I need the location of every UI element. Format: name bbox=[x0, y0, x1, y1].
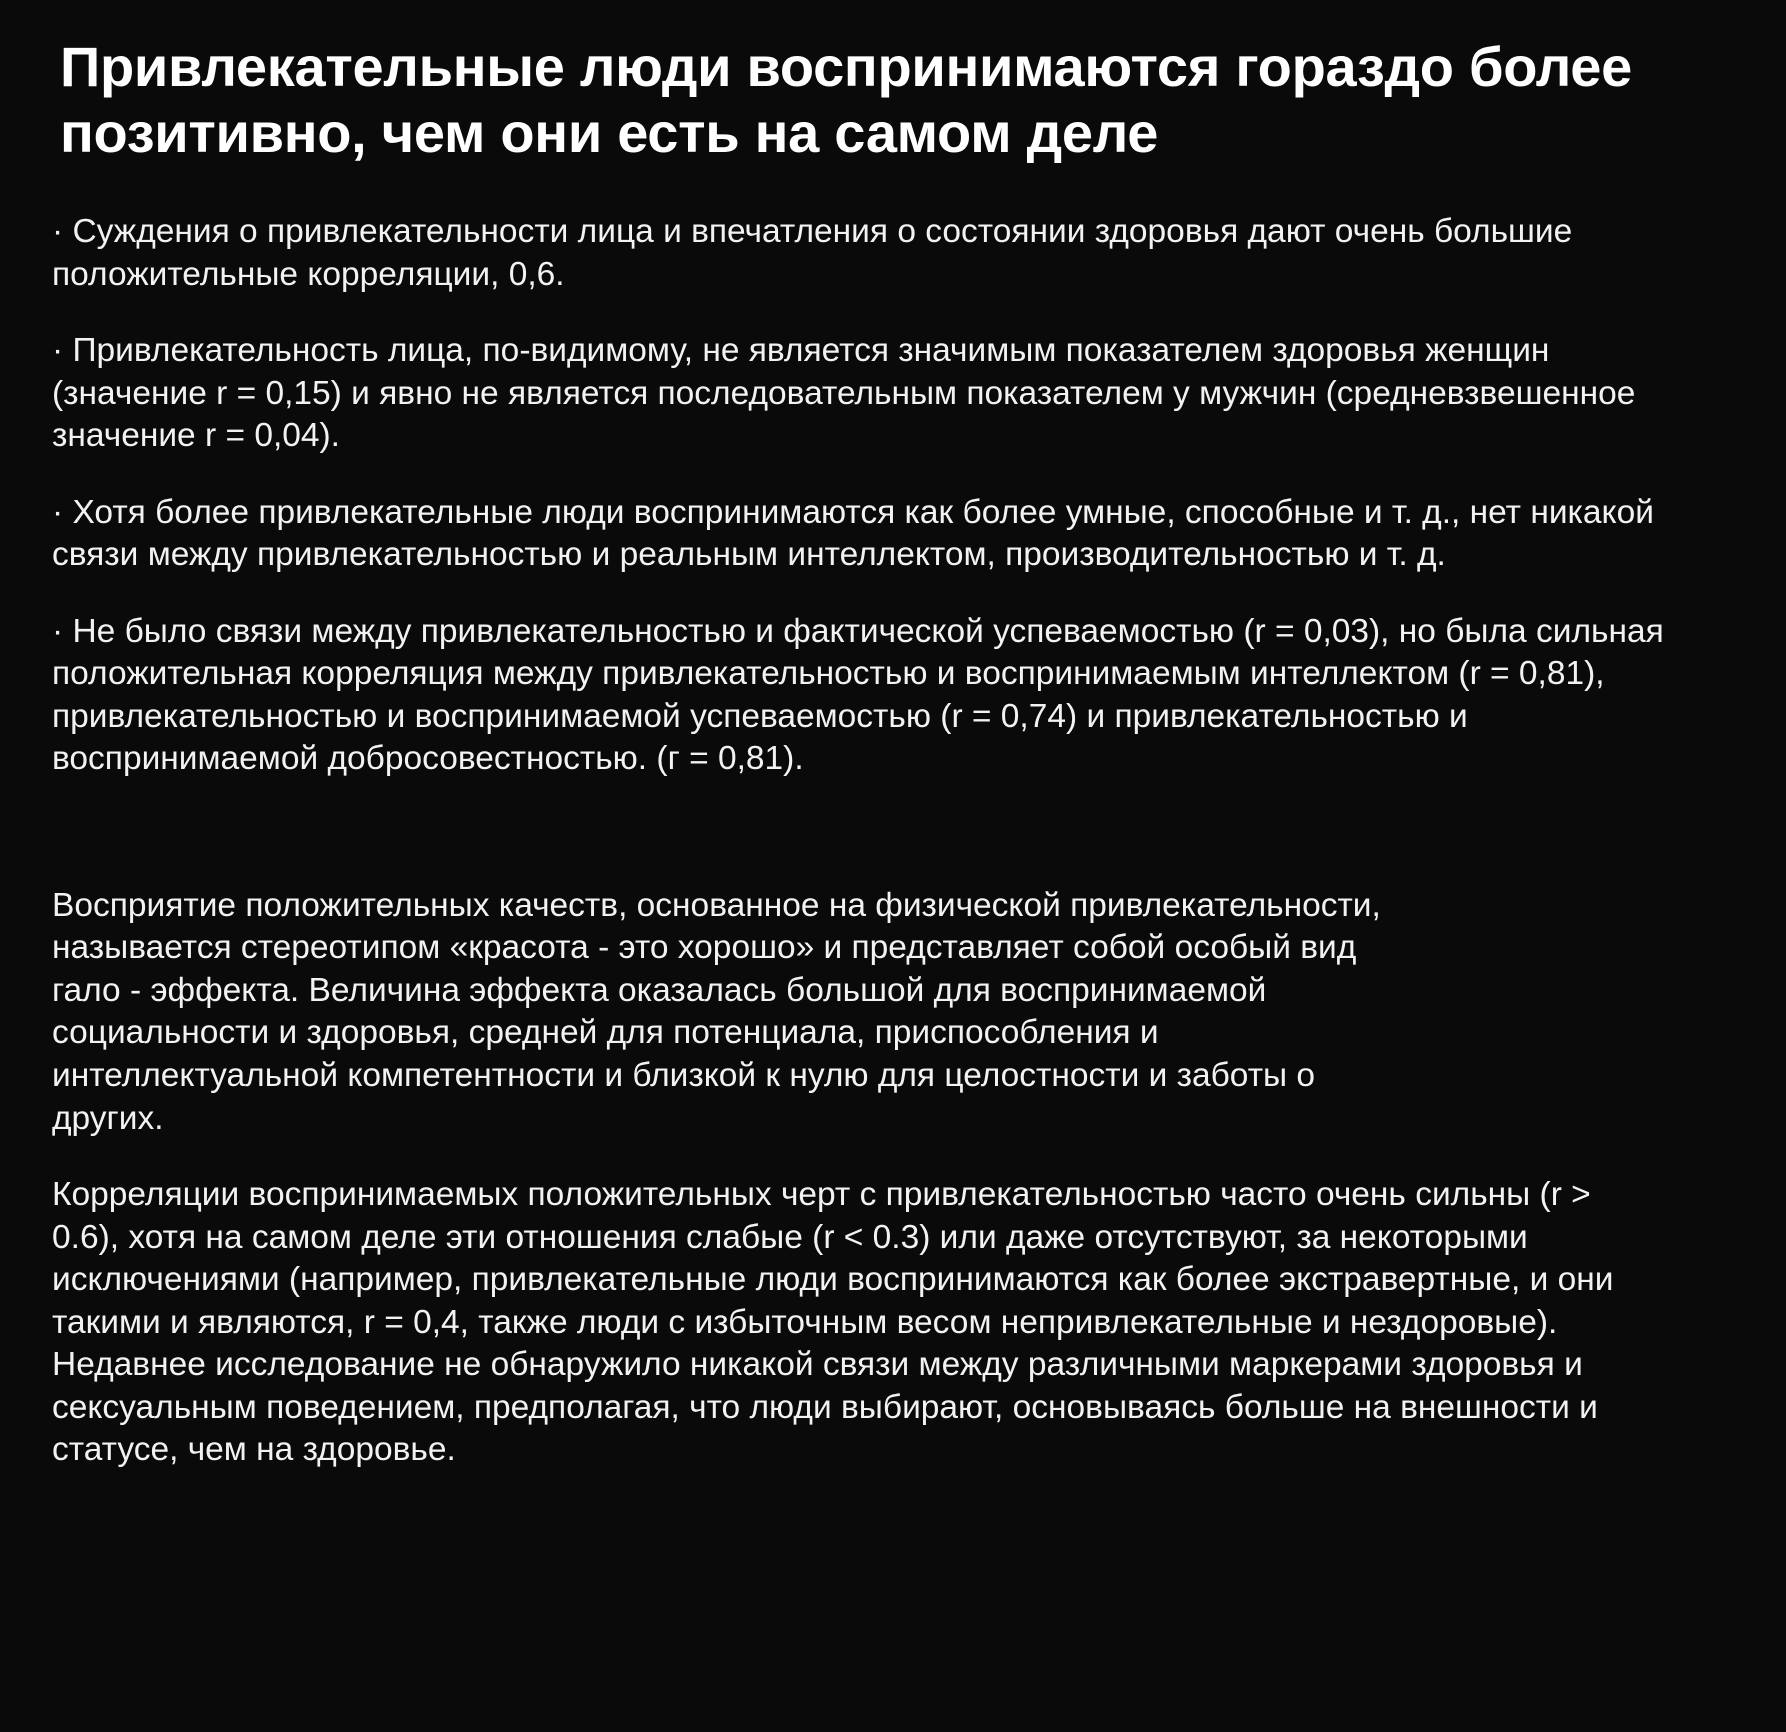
body-paragraph: Недавнее исследование не обнаружило никакой связи между различными маркерами здоровья и сексуальным поведением, предполагая, что люди выбирают, основываясь больше на внешности и статусе, чем на здоровье. bbox=[52, 1346, 1598, 1469]
body-text-block bbox=[52, 885, 1734, 1472]
body-paragraph: Корреляции воспринимаемых положительных черт с привлекательностью часто очень сильны (r > 0.6), хотя на самом деле эти отношения слабые (r < 0.3) или даже отсутствуют, за некоторыми исключениями (например, привлекательные люди воспринимаются как более экстравертные, и они такими и являются, r = 0,4, также люди с избыточным весом непривлекательные и нездоровые). bbox=[52, 1176, 1614, 1341]
bullet-item: · Привлекательность лица, по-видимому, не является значимым показателем здоровья женщин (значение r = 0,15) и явно не является последовательным показателем у мужчин (средневзвешенное значение r = 0,04). bbox=[52, 332, 1636, 455]
bullet-item: · Хотя более привлекательные люди воспринимаются как более умные, способные и т. д., нет никакой связи между привлекательностью и реальным интеллектом, производительностью и т. д. bbox=[52, 493, 1654, 574]
section-spacer bbox=[52, 781, 1734, 885]
bullet-item: · Не было связи между привлекательностью и фактической успеваемостью (r = 0,03), но была сильная положительная корреляция между привлекательностью и воспринимаемым интеллектом (r = 0,81), привлекательностью и воспринимаемой успеваемостью (r = 0,74) и привлекательностью и воспринимаемой добросовестностью. (г = 0,81). bbox=[52, 612, 1664, 778]
bullet-list bbox=[52, 211, 1734, 781]
body-paragraph: Восприятие положительных качеств, основанное на физической привлекательности, называется стереотипом «красота - это хорошо» и представляет собой особый вид гало - эффекта. Величина эффекта оказалась большой для воспринимаемой социальности и здоровья, средней для потенциала, приспособления и интеллектуальной компетентности и близкой к нулю для целостности и заботы о других. bbox=[52, 886, 1381, 1137]
slide-title: Привлекательные люди воспринимаются гораздо более позитивно, чем они есть на самом деле bbox=[60, 35, 1632, 164]
bullet-item: · Суждения о привлекательности лица и впечатления о состоянии здоровья дают очень большие положительные корреляции, 0,6. bbox=[52, 213, 1573, 293]
